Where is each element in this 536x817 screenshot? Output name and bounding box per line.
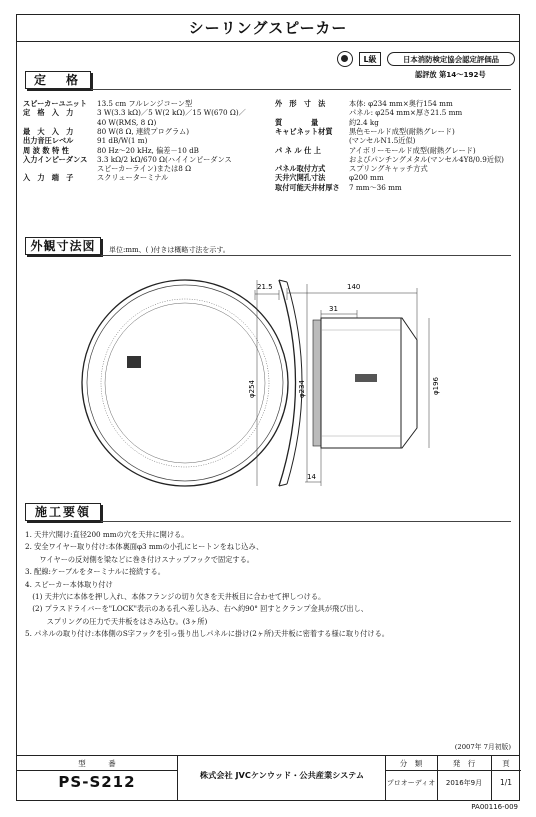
edition-note: (2007年 7月初版) — [454, 743, 511, 751]
issue-value: 2016年9月 — [445, 779, 483, 787]
spec-label: 質 量 — [275, 117, 319, 127]
dimension-drawing — [17, 260, 521, 495]
document-title: シーリングスピーカー — [17, 15, 519, 42]
spec-label: パ ネ ル 仕 上 — [275, 145, 321, 155]
page-value: 1/1 — [499, 778, 513, 787]
install-rule — [101, 521, 511, 522]
specs-rule — [91, 89, 511, 90]
spec-value: (マンセルN1.5近似) — [349, 136, 416, 146]
dim-hole-diameter: φ196 — [432, 377, 440, 395]
spec-row — [275, 164, 428, 174]
doc-code: PA00116-009 — [471, 803, 518, 811]
spec-label: 出力音圧レベル — [23, 136, 74, 146]
install-step: 5. パネルの取り付け:本体側のS字フックを引っ張り出しパネルに掛け(2ヶ所)天井板に密着する様に取り付ける。 — [25, 629, 389, 639]
spec-label: 取付可能天井材厚さ — [275, 182, 340, 192]
spec-label: 周 波 数 特 性 — [23, 145, 69, 155]
install-step: スプリングの圧力で天井板をはさみ込む。(3ヶ所) — [25, 616, 208, 626]
spec-label: 外 形 寸 法 — [275, 99, 326, 108]
spec-row — [275, 117, 379, 127]
spec-label: 天井穴開孔寸法 — [275, 173, 326, 183]
spec-value: およびパンチングメタル(マンセル4Y8/0.9近似) — [349, 154, 504, 164]
install-step: 4. スピーカー本体取り付け — [25, 579, 113, 589]
install-step: 1. 天井穴開け:直径200 mmの穴を天井に開ける。 — [25, 530, 189, 539]
spec-row — [23, 126, 190, 136]
spec-label: パネル取付方式 — [275, 164, 326, 174]
install-step: (1) 天井穴に本体を押し入れ、本体フランジの切り欠きを天井板目に合わせて押しつける。 — [25, 592, 326, 601]
cert-badge — [337, 51, 517, 91]
dimension-lines — [255, 280, 429, 486]
company-name: 株式会社 JVCケンウッド・公共産業システム — [199, 770, 365, 780]
spec-value: パネル: φ254 mm×厚さ21.5 mm — [349, 108, 463, 118]
grade-box: L級 — [359, 52, 381, 66]
spec-value: 本体: φ234 mm×奥行154 mm — [349, 99, 453, 108]
document-frame — [16, 14, 520, 801]
spec-row — [23, 108, 246, 127]
spec-row — [23, 154, 232, 174]
led-grille-icon — [127, 356, 141, 368]
spec-value: 約2.4 kg — [349, 117, 379, 127]
dim-body-diameter: φ234 — [298, 380, 306, 398]
install-heading: 施工要領 — [25, 503, 101, 521]
spec-value: 7 mm～36 mm — [349, 182, 402, 192]
dim-depth: 140 — [347, 283, 361, 291]
install-step: ワイヤーの反対側を梁などに巻き付けスナップフックで固定する。 — [25, 554, 254, 564]
install-step: 3. 配線:ケーブルをターミナルに接続する。 — [25, 567, 165, 577]
model-label: 型 番 — [78, 759, 116, 768]
spec-label: 定 格 入 力 — [23, 108, 74, 118]
title-block — [17, 755, 519, 800]
spec-row — [23, 136, 148, 146]
spec-row — [23, 99, 193, 108]
spec-value: アイボリーモールド成型(耐熱グレード) — [349, 145, 476, 155]
spec-row — [275, 173, 384, 183]
class-label: 分 類 — [399, 759, 423, 768]
spec-value: 80 Hz～20 kHz, 偏差－10 dB — [97, 145, 199, 155]
install-step: 2. 安全ワイヤー取り付け:本体裏面φ3 mmの小孔にヒートンをねじ込み、 — [25, 542, 264, 552]
spec-value: φ200 mm — [349, 173, 384, 183]
dims-heading: 外観寸法図 — [25, 237, 101, 255]
spec-row — [23, 173, 169, 183]
dims-rule — [101, 255, 511, 256]
spec-label: 最 大 入 力 — [23, 126, 74, 136]
org-name: 日本消防検定協会認定評価品 — [387, 52, 515, 66]
spec-value: 80 W(8 Ω, 連続プログラム) — [97, 126, 190, 136]
seal-icon — [337, 51, 353, 67]
spec-row — [275, 126, 455, 146]
dim-panel-diameter: φ254 — [248, 380, 256, 398]
specs-heading: 定 格 — [25, 71, 91, 89]
spec-row — [275, 99, 463, 118]
spec-value: 3 W(3.3 kΩ)／5 W(2 kΩ)／15 W(670 Ω)／ — [97, 108, 246, 118]
spec-label: 入 力 端 子 — [23, 173, 74, 183]
spec-value: スプリングキャッチ方式 — [349, 164, 428, 174]
spec-value: スクリューターミナル — [97, 173, 169, 183]
dim-panel-thickness: 21.5 — [257, 283, 273, 291]
spec-row — [23, 145, 199, 155]
class-value: プロオーディオ — [386, 779, 436, 787]
spec-value: 40 W(RMS, 8 Ω) — [97, 117, 157, 127]
cert-number: 認評放 第14～192号 — [415, 70, 486, 79]
dim-rim: 14 — [307, 473, 316, 481]
spec-row — [275, 182, 402, 192]
install-step: (2) プラスドライバーを"LOCK"表示のある孔へ差し込み、右へ約90° 回すとクランプ金具が飛び出し、 — [25, 604, 368, 614]
spec-label: スピーカーユニット — [23, 99, 87, 108]
spec-row — [275, 145, 504, 164]
spec-label: キャビネット材質 — [275, 126, 333, 136]
spec-value: 黒色モールド成型(耐熱グレード) — [349, 126, 455, 136]
spec-value: 3.3 kΩ/2 kΩ/670 Ω(ハイインピーダンス — [97, 154, 232, 164]
spec-value: スピーカーライン)または8 Ω — [97, 164, 192, 174]
dims-note: 単位:mm、( )付きは概略寸法を示す。 — [109, 246, 230, 254]
dim-offset: 31 — [329, 305, 338, 313]
page-label: 頁 — [502, 759, 510, 768]
model-number: PS-S212 — [58, 773, 136, 791]
spec-label: 入力インピーダンス — [23, 154, 88, 164]
issue-label: 発 行 — [452, 759, 476, 768]
spec-value: 91 dB/W(1 m) — [97, 136, 148, 146]
spec-value: 13.5 cm フルレンジコーン型 — [97, 99, 193, 108]
